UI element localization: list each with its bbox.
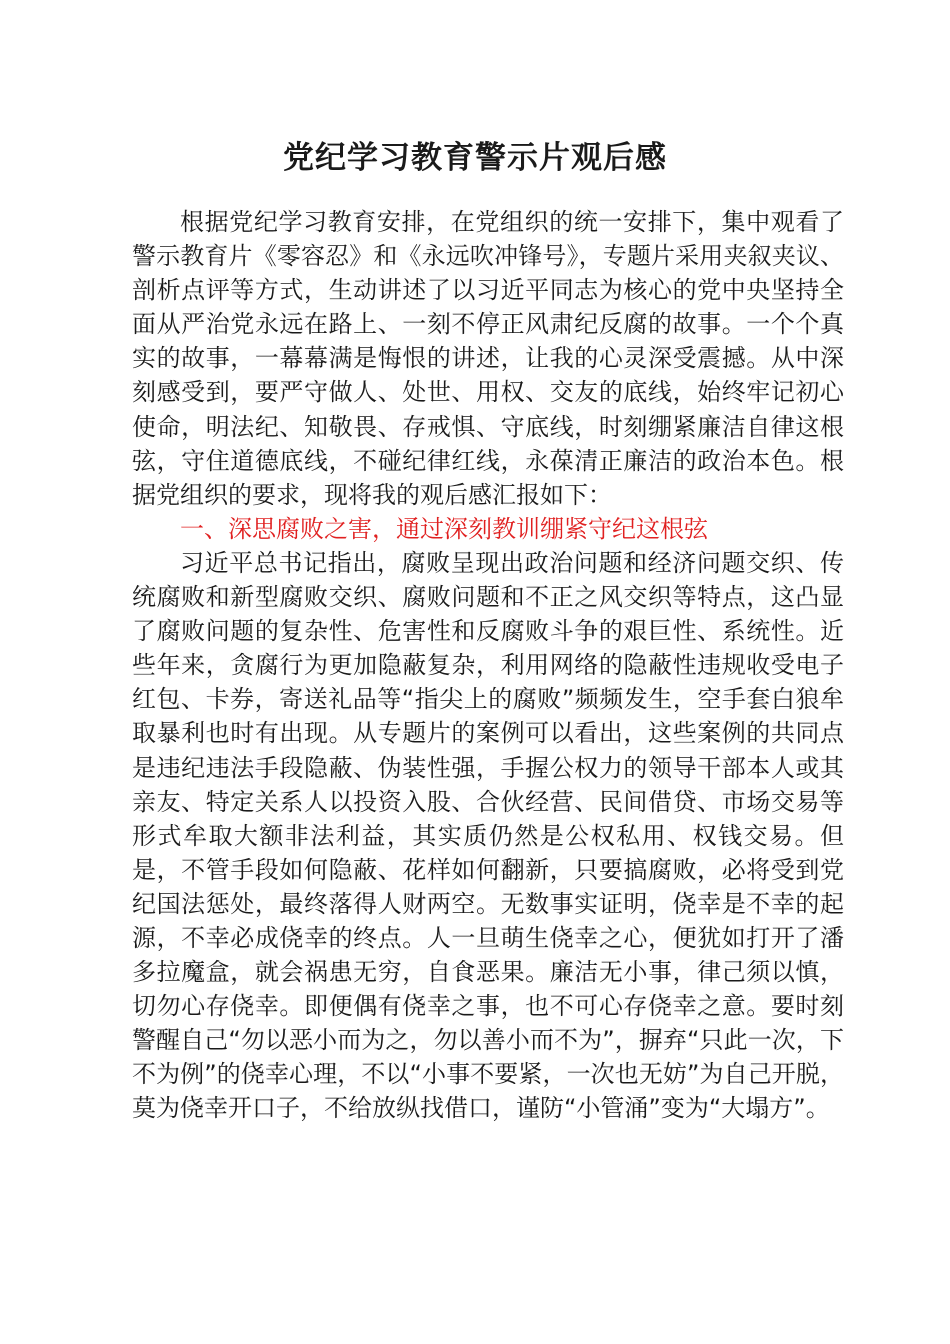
section-paragraph: 习近平总书记指出，腐败呈现出政治问题和经济问题交织、传统腐败和新型腐败交织、腐败问题和不正之风交织等特点，这凸显了腐败问题的复杂性、危害性和反腐败斗争的艰巨性、系统性。近些年来，贪腐行为更加隐蔽复杂，利用网络的隐蔽性违规收受电子红包、卡券，寄送礼品等“指尖上的腐败”频频发生，空手套白狼牟取暴利也时有出现。从专题片的案例可以看出，这些案例的共同点是违纪违法手段隐蔽、伪装性强，手握公权力的领导干部本人或其亲友、特定关系人以投资入股、合伙经营、民间借贷、市场交易等形式牟取大额非法利益，其实质仍然是公权私用、权钱交易。但是，不管手段如何隐蔽、花样如何翻新，只要搞腐败，必将受到党纪国法惩处，最终落得人财两空。无数事实证明，侥幸是不幸的起源，不幸必成侥幸的终点。人一旦萌生侥幸之心，便犹如打开了潘多拉魔盒，就会祸患无穷，自食恶果。廉洁无小事，律己须以慎，切勿心存侥幸。即便偶有侥幸之事，也不可心存侥幸之意。要时刻警醒自己“勿以恶小而为之，勿以善小而不为”，摒弃“只此一次，下不为例”的侥幸心理，不以“小事不要紧，一次也无妨”为自己开脱，莫为侥幸开口子，不给放纵找借口，谨防“小管涌”变为“大塌方”。 xyxy=(132,548,844,1123)
intro-paragraph: 根据党纪学习教育安排，在党组织的统一安排下，集中观看了警示教育片《零容忍》和《永远吹冲锋号》，专题片采用夹叙夹议、剖析点评等方式，生动讲述了以习近平同志为核心的党中央坚持全面从严治党永远在路上、一刻不停正风肃纪反腐的故事。一个个真实的故事，一幕幕满是悔恨的讲述，让我的心灵深受震撼。从中深刻感受到，要严守做人、处世、用权、交友的底线，始终牢记初心使命，明法纪、知敬畏、存戒惧、守底线，时刻绷紧廉洁自律这根弦，守住道德底线，不碰纪律红线，永葆清正廉洁的政治本色。根据党组织的要求，现将我的观后感汇报如下： xyxy=(132,208,844,509)
section-heading: 一、深思腐败之害，通过深刻教训绷紧守纪这根弦 xyxy=(180,514,708,543)
document-body xyxy=(132,205,844,1126)
document-title: 党纪学习教育警示片观后感 xyxy=(283,140,667,176)
